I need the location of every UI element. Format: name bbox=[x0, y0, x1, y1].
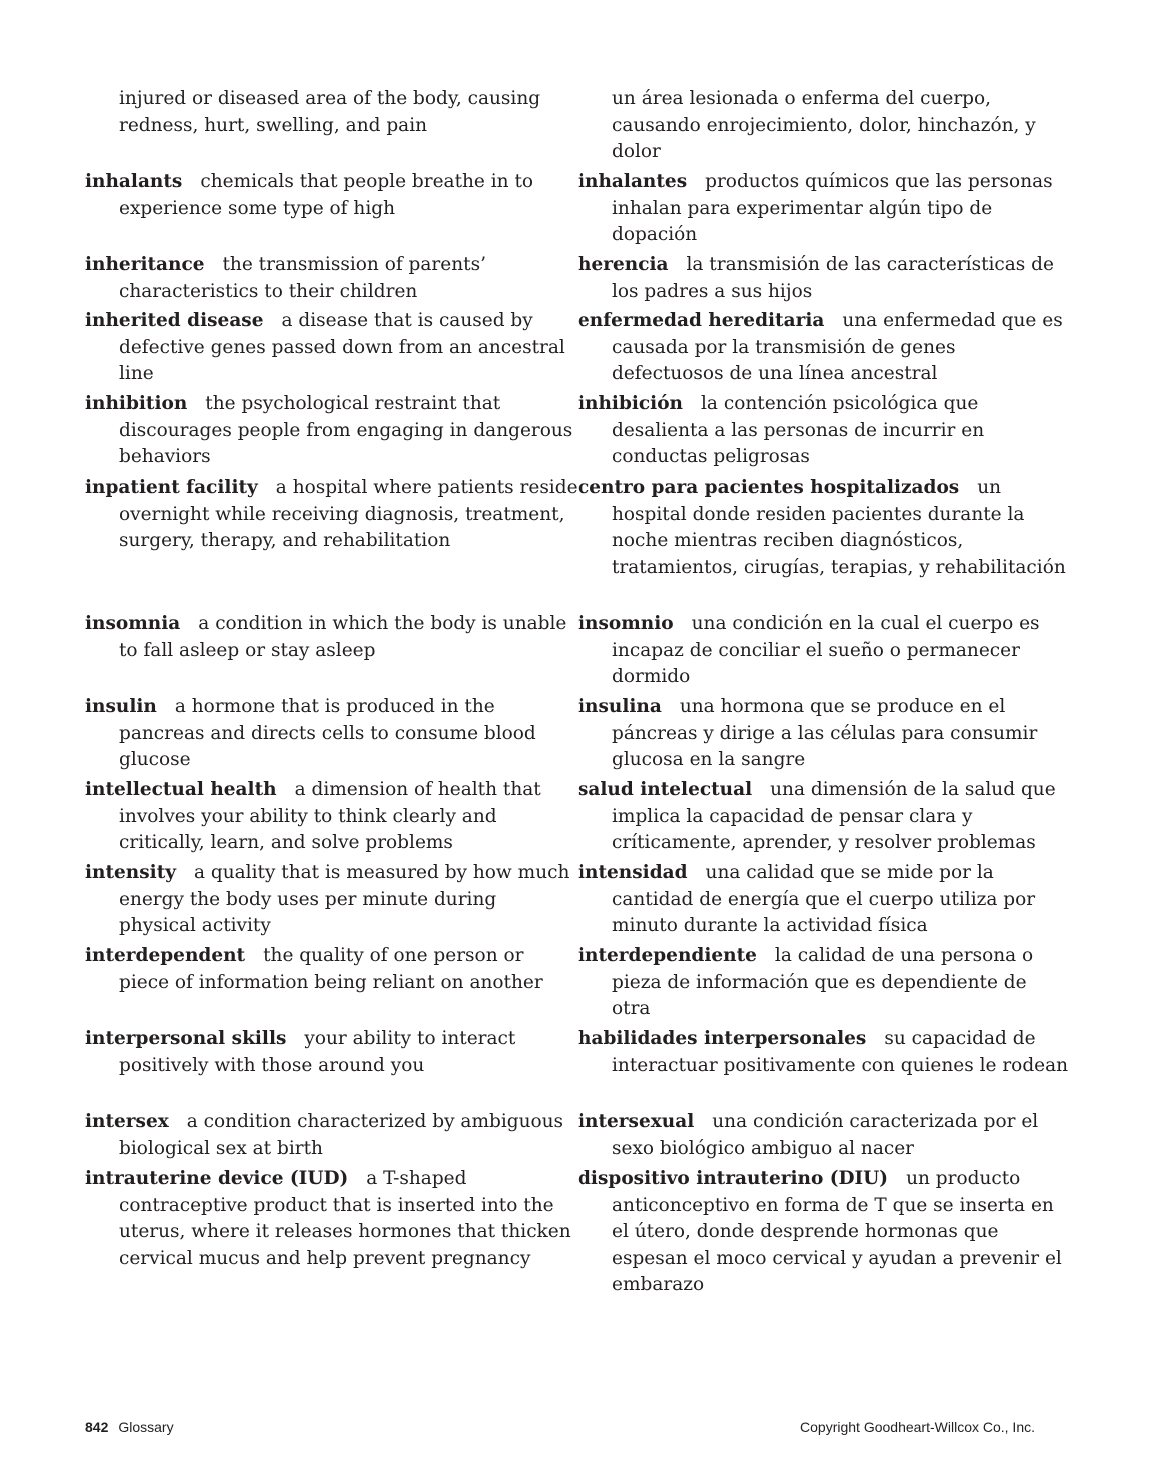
glossary-definition: una enfermedad que es causada por la transmisión de genes defectuosos de una línea ancestral bbox=[612, 310, 1063, 384]
continuation-es: un área lesionada o enferma del cuerpo, causando enrojecimiento, dolor, hinchazón, y dolor bbox=[612, 88, 1036, 162]
glossary-term: inheritance bbox=[85, 254, 205, 275]
glossary-entry-es bbox=[578, 391, 1070, 471]
continuation-en: injured or diseased area of the body, causing redness, hurt, swelling, and pain bbox=[119, 88, 541, 136]
glossary-entry-en bbox=[85, 475, 579, 555]
glossary-entry-es bbox=[578, 475, 1070, 581]
glossary-entry-en bbox=[85, 694, 579, 774]
glossary-entry-es bbox=[578, 943, 1070, 1023]
glossary-term: inpatient facility bbox=[85, 477, 258, 498]
glossary-definition: a quality that is measured by how much energy the body uses per minute during physical activity bbox=[119, 862, 570, 936]
glossary-entry-es bbox=[578, 1026, 1070, 1079]
glossary-entry-es bbox=[578, 777, 1070, 857]
glossary-term: interpersonal skills bbox=[85, 1028, 287, 1049]
glossary-term: habilidades interpersonales bbox=[578, 1028, 867, 1049]
glossary-definition: la transmisión de las características de los padres a sus hijos bbox=[612, 254, 1054, 302]
glossary-term: herencia bbox=[578, 254, 669, 275]
glossary-term: salud intelectual bbox=[578, 779, 753, 800]
glossary-definition: una hormona que se produce en el páncreas y dirige a las células para consumir glucosa en la sangre bbox=[612, 696, 1038, 770]
glossary-entry-en bbox=[85, 777, 579, 857]
glossary-term: inherited disease bbox=[85, 310, 264, 331]
glossary-term: centro para pacientes hospitalizados bbox=[578, 477, 960, 498]
glossary-entry-es bbox=[578, 1166, 1070, 1299]
glossary-term: insomnio bbox=[578, 613, 674, 634]
glossary-entry-en bbox=[85, 308, 579, 388]
section-name: Glossary bbox=[118, 1419, 174, 1435]
glossary-entry-en bbox=[85, 611, 579, 664]
glossary-entry-en bbox=[85, 1026, 579, 1079]
glossary-definition: a hormone that is produced in the pancreas and directs cells to consume blood glucose bbox=[119, 696, 536, 770]
glossary-term: intensidad bbox=[578, 862, 688, 883]
glossary-definition: un hospital donde residen pacientes durante la noche mientras reciben diagnósticos, tratamientos, cirugías, terapias, y rehabilitación bbox=[612, 477, 1066, 578]
glossary-entry-es bbox=[578, 308, 1070, 388]
glossary-term: intellectual health bbox=[85, 779, 277, 800]
glossary-term: intensity bbox=[85, 862, 176, 883]
glossary-definition: a condition characterized by ambiguous biological sex at birth bbox=[119, 1111, 564, 1159]
glossary-entry-en bbox=[85, 860, 579, 940]
glossary-definition: una condición en la cual el cuerpo es incapaz de conciliar el sueño o permanecer dormido bbox=[612, 613, 1040, 687]
glossary-term: intersex bbox=[85, 1111, 169, 1132]
glossary-entry-es bbox=[578, 169, 1070, 249]
glossary-entry-en bbox=[85, 391, 579, 471]
glossary-entry-es bbox=[578, 860, 1070, 940]
copyright: Copyright Goodheart-Willcox Co., Inc. bbox=[800, 1419, 1035, 1435]
glossary-term: enfermedad hereditaria bbox=[578, 310, 825, 331]
glossary-term: interdependent bbox=[85, 945, 246, 966]
glossary-entry-en bbox=[85, 1166, 579, 1272]
glossary-definition: la calidad de una persona o pieza de información que es dependiente de otra bbox=[612, 945, 1034, 1019]
glossary-entry-es bbox=[578, 252, 1070, 305]
glossary-entry-es bbox=[578, 611, 1070, 691]
glossary-term: interdependiente bbox=[578, 945, 757, 966]
glossary-entry-es bbox=[578, 1109, 1070, 1162]
glossary-entry-en bbox=[85, 169, 579, 222]
glossary-term: insomnia bbox=[85, 613, 181, 634]
glossary-term: intersexual bbox=[578, 1111, 695, 1132]
glossary-definition: a disease that is caused by defective genes passed down from an ancestral line bbox=[119, 310, 565, 384]
glossary-definition: una calidad que se mide por la cantidad de energía que el cuerpo utiliza por minuto durante la actividad física bbox=[612, 862, 1036, 936]
glossary-term: inhalants bbox=[85, 171, 183, 192]
glossary-definition: the transmission of parents’ characteristics to their children bbox=[119, 254, 486, 302]
glossary-definition: la contención psicológica que desalienta a las personas de incurrir en conductas peligrosas bbox=[612, 393, 985, 467]
glossary-term: inhibición bbox=[578, 393, 684, 414]
glossary-definition: una dimensión de la salud que implica la capacidad de pensar clara y críticamente, aprender, y resolver problemas bbox=[612, 779, 1056, 853]
glossary-definition: un producto anticonceptivo en forma de T que se inserta en el útero, donde desprende hormonas que espesan el moco cervical y ayudan a prevenir el embarazo bbox=[612, 1168, 1062, 1295]
glossary-definition: chemicals that people breathe in to experience some type of high bbox=[119, 171, 534, 219]
glossary-term: insulin bbox=[85, 696, 157, 717]
page-number: 842 bbox=[85, 1419, 109, 1435]
footer-left bbox=[85, 1419, 174, 1435]
glossary-entry-en bbox=[85, 943, 579, 996]
glossary-definition: the psychological restraint that discourages people from engaging in dangerous behaviors bbox=[119, 393, 573, 467]
glossary-definition: una condición caracterizada por el sexo biológico ambiguo al nacer bbox=[612, 1111, 1039, 1159]
glossary-definition: su capacidad de interactuar positivamente con quienes le rodean bbox=[612, 1028, 1069, 1076]
glossary-definition: a dimension of health that involves your ability to think clearly and critically, learn, and solve problems bbox=[119, 779, 541, 853]
glossary-definition: your ability to interact positively with those around you bbox=[119, 1028, 516, 1076]
glossary-entry-en bbox=[85, 1109, 579, 1162]
glossary-entry-en bbox=[85, 252, 579, 305]
glossary-definition: the quality of one person or piece of information being reliant on another bbox=[119, 945, 543, 993]
glossary-term: intrauterine device (IUD) bbox=[85, 1168, 349, 1189]
glossary-term: insulina bbox=[578, 696, 662, 717]
glossary-definition: a hospital where patients reside overnight while receiving diagnosis, treatment, surgery, therapy, and rehabilitation bbox=[119, 477, 578, 551]
glossary-definition: a T-shaped contraceptive product that is inserted into the uterus, where it releases hormones that thicken cervical mucus and help prevent pregnancy bbox=[119, 1168, 571, 1269]
glossary-entry-es bbox=[578, 694, 1070, 774]
glossary-definition: a condition in which the body is unable to fall asleep or stay asleep bbox=[119, 613, 567, 661]
glossary-term: inhalantes bbox=[578, 171, 688, 192]
glossary-term: inhibition bbox=[85, 393, 188, 414]
glossary-term: dispositivo intrauterino (DIU) bbox=[578, 1168, 889, 1189]
glossary-definition: productos químicos que las personas inhalan para experimentar algún tipo de dopación bbox=[612, 171, 1053, 245]
